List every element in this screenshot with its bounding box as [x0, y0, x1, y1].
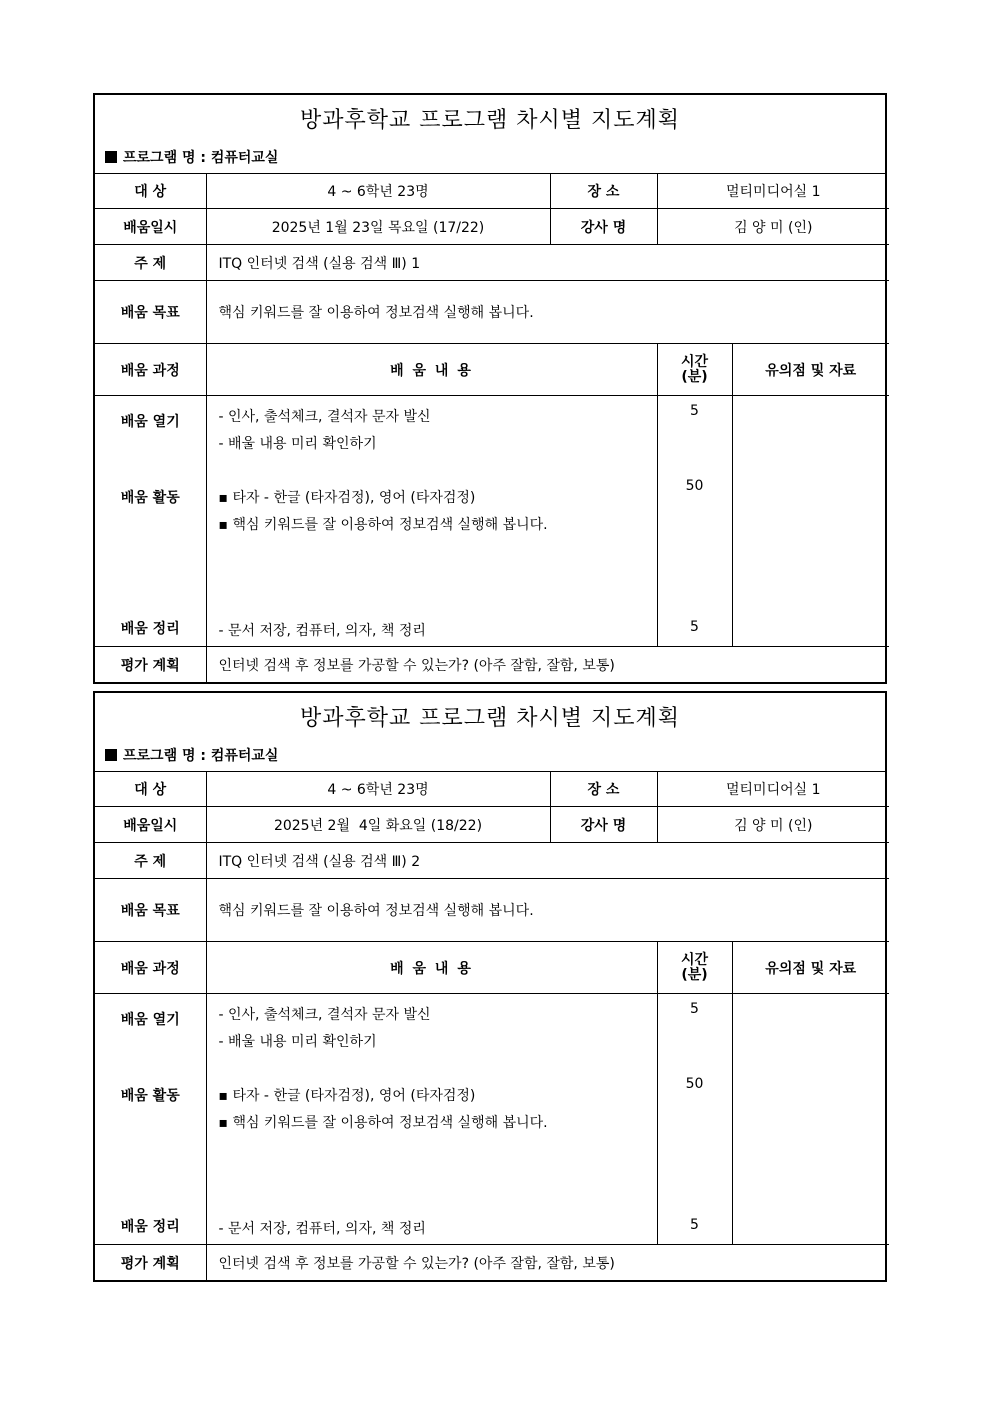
notes-label: 유의점 및 자료: [732, 344, 889, 396]
stage-close-time: 5: [690, 619, 699, 635]
date-row: [95, 807, 889, 843]
target-value: 4 ~ 6학년 23명: [206, 174, 550, 209]
content-line: - 인사, 출석체크, 결석자 문자 발신: [218, 409, 431, 425]
stage-notes: [732, 994, 889, 1245]
place-label: 장 소: [550, 174, 657, 209]
content-line: - 인사, 출석체크, 결석자 문자 발신: [218, 1007, 431, 1023]
time-unit-label: (분): [681, 966, 708, 983]
content-line: ▪ 핵심 키워드를 잘 이용하여 정보검색 실행해 봅니다.: [218, 1115, 548, 1131]
goal-value: 핵심 키워드를 잘 이용하여 정보검색 실행해 봅니다.: [206, 879, 889, 942]
stage-close-time: 5: [690, 1217, 699, 1233]
lesson-plan-1: [93, 93, 887, 684]
content-line: ▪ 타자 - 한글 (타자검정), 영어 (타자검정): [218, 1088, 476, 1104]
program-name-line: [105, 745, 278, 765]
stage-times: [657, 994, 732, 1245]
process-header-row: [95, 344, 889, 396]
process-header-row: [95, 942, 889, 994]
content-line: - 배울 내용 미리 확인하기: [218, 1034, 377, 1050]
teacher-label: 강사 명: [550, 209, 657, 245]
document-title: 방과후학교 프로그램 차시별 지도계획: [299, 108, 680, 133]
topic-value: ITQ 인터넷 검색 (실용 검색 Ⅲ) 1: [206, 245, 889, 281]
stage-times: [657, 396, 732, 647]
lesson-plan-2: [93, 691, 887, 1282]
time-label: 시간: [680, 353, 709, 370]
date-value: 2025년 1월 23일 목요일 (17/22): [206, 209, 550, 245]
stage-activity-name: 배움 활동: [120, 1088, 180, 1104]
time-unit-label: (분): [681, 368, 708, 385]
title-block: [95, 693, 885, 772]
stage-open-name: 배움 열기: [120, 414, 180, 430]
process-label: 배움 과정: [95, 942, 206, 994]
topic-row: [95, 245, 889, 281]
eval-value: 인터넷 검색 후 정보를 가공할 수 있는가? (아주 잘함, 잘함, 보통): [206, 1245, 889, 1281]
content-line: - 문서 저장, 컴퓨터, 의자, 책 정리: [218, 1221, 426, 1237]
date-value: 2025년 2월 4일 화요일 (18/22): [206, 807, 550, 843]
time-header: [657, 344, 732, 396]
target-row: [95, 174, 889, 209]
target-label: 대 상: [95, 174, 206, 209]
date-label: 배움일시: [95, 209, 206, 245]
eval-label: 평가 계획: [95, 1245, 206, 1281]
goal-row: [95, 879, 889, 942]
stage-close-name: 배움 정리: [120, 1219, 180, 1235]
stage-open-time: 5: [690, 403, 699, 419]
goal-label: 배움 목표: [95, 281, 206, 344]
program-name-line: [105, 147, 278, 167]
program-name: 프로그램 명 : 컴퓨터교실: [123, 748, 279, 764]
goal-row: [95, 281, 889, 344]
stage-activity-name: 배움 활동: [120, 490, 180, 506]
content-line: - 배울 내용 미리 확인하기: [218, 436, 377, 452]
plan-table: [95, 174, 889, 682]
stage-contents: [206, 994, 657, 1245]
time-header: [657, 942, 732, 994]
black-square-icon: [105, 151, 117, 163]
process-body-row: [95, 994, 889, 1245]
stage-contents: [206, 396, 657, 647]
plan-table: [95, 772, 889, 1280]
topic-value: ITQ 인터넷 검색 (실용 검색 Ⅲ) 2: [206, 843, 889, 879]
target-row: [95, 772, 889, 807]
goal-label: 배움 목표: [95, 879, 206, 942]
stage-close-name: 배움 정리: [120, 621, 180, 637]
notes-label: 유의점 및 자료: [732, 942, 889, 994]
content-line: ▪ 핵심 키워드를 잘 이용하여 정보검색 실행해 봅니다.: [218, 517, 548, 533]
content-line: - 문서 저장, 컴퓨터, 의자, 책 정리: [218, 623, 426, 639]
eval-row: [95, 1245, 889, 1281]
teacher-label: 강사 명: [550, 807, 657, 843]
topic-row: [95, 843, 889, 879]
eval-label: 평가 계획: [95, 647, 206, 683]
teacher-value: 김 양 미 (인): [657, 807, 889, 843]
time-label: 시간: [680, 951, 709, 968]
title-block: [95, 95, 885, 174]
content-label: 배 움 내 용: [206, 942, 657, 994]
content-line: ▪ 타자 - 한글 (타자검정), 영어 (타자검정): [218, 490, 476, 506]
stage-open-name: 배움 열기: [120, 1012, 180, 1028]
process-label: 배움 과정: [95, 344, 206, 396]
teacher-value: 김 양 미 (인): [657, 209, 889, 245]
stage-names: [95, 396, 206, 647]
eval-value: 인터넷 검색 후 정보를 가공할 수 있는가? (아주 잘함, 잘함, 보통): [206, 647, 889, 683]
date-label: 배움일시: [95, 807, 206, 843]
topic-label: 주 제: [95, 843, 206, 879]
target-label: 대 상: [95, 772, 206, 807]
goal-value: 핵심 키워드를 잘 이용하여 정보검색 실행해 봅니다.: [206, 281, 889, 344]
process-body-row: [95, 396, 889, 647]
document-title: 방과후학교 프로그램 차시별 지도계획: [299, 706, 680, 731]
date-row: [95, 209, 889, 245]
target-value: 4 ~ 6학년 23명: [206, 772, 550, 807]
place-label: 장 소: [550, 772, 657, 807]
stage-names: [95, 994, 206, 1245]
stage-notes: [732, 396, 889, 647]
content-label: 배 움 내 용: [206, 344, 657, 396]
stage-activity-time: 50: [685, 1076, 704, 1092]
place-value: 멀티미디어실 1: [657, 772, 889, 807]
stage-activity-time: 50: [685, 478, 704, 494]
place-value: 멀티미디어실 1: [657, 174, 889, 209]
black-square-icon: [105, 749, 117, 761]
stage-open-time: 5: [690, 1001, 699, 1017]
eval-row: [95, 647, 889, 683]
topic-label: 주 제: [95, 245, 206, 281]
program-name: 프로그램 명 : 컴퓨터교실: [123, 150, 279, 166]
